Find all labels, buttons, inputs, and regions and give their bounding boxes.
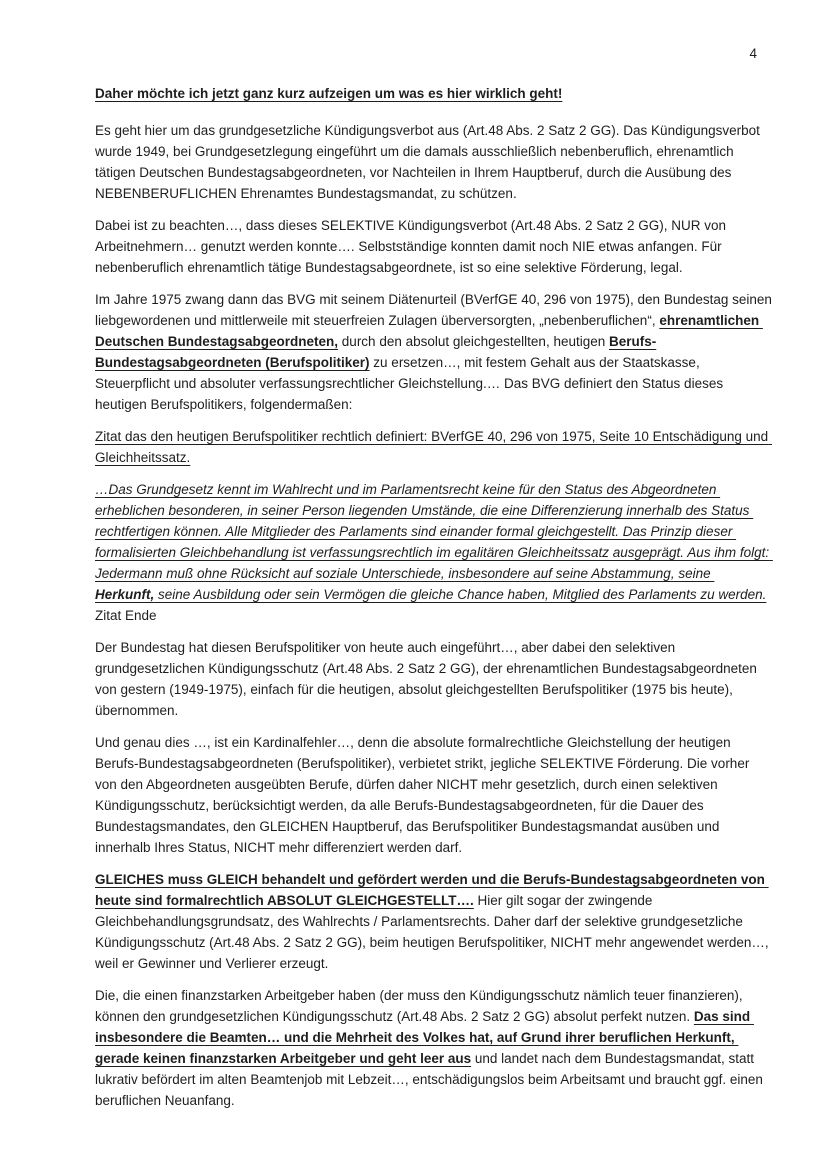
paragraph	[95, 215, 773, 278]
text-run: ehrenamtlichen Deutschen Bundestagsabgeordneten,	[95, 313, 763, 349]
text-run: …Das Grundgesetz kennt im Wahlrecht und im Parlamentsrecht keine für den Status des Abgeordneten erheblichen besonderen, in seiner Person liegenden Umstände, die eine Differenzierung innerhalb des Status rechtfertigen können. Alle Mitglieder des Parlaments sind einander formal gleichgestellt. Das Prinzip dieser formalisierten Gleichbehandlung ist verfassungsrechtlich im egalitären Gleichheitssatz ausgeprägt. Aus ihm folgt: Jedermann muß ohne Rücksicht auf soziale Unterschiede, insbesondere auf seine Abstammung, seine	[95, 482, 773, 581]
text-run: Der Bundestag hat diesen Berufspolitiker von heute auch eingeführt…, aber dabei den selektiven grundgesetzlichen Kündigungsschutz (Art.48 Abs. 2 Satz 2 GG), der ehrenamtlichen Bundestagsabgeordneten von gestern (1949-1975), einfach für die heutigen, absolut gleichgestellten Berufspolitiker (1975 bis heute), übernommen.	[95, 640, 761, 718]
paragraph	[95, 479, 773, 626]
text-run: Das sind insbesondere die Beamten… und die Mehrheit des Volkes hat, auf Grund ihrer beruflichen Herkunft, gerade keinen finanzstarken Arbeitgeber und geht leer aus	[95, 1009, 754, 1066]
text-run: GLEICHES muss GLEICH behandelt und gefördert werden und die Berufs-Bundestagsabgeordneten von heute sind formalrechtlich ABSOLUT GLEICHGESTELLT….	[95, 872, 769, 908]
text-run: durch den absolut gleichgestellten, heutigen	[338, 334, 609, 349]
text-run: und landet nach dem Bundestagsmandat, statt lukrativ befördert im alten Beamtenjob mit Lebzeit…, entschädigungslos beim Arbeitsamt und braucht ggf. einen beruflichen Neuanfang.	[95, 1051, 767, 1108]
text-run: Zitat Ende	[95, 608, 157, 623]
paragraph	[95, 985, 773, 1111]
paragraph	[95, 289, 776, 415]
paragraph	[95, 426, 773, 468]
page-number: 4	[749, 46, 757, 61]
text-run: Hier gilt sogar der zwingende Gleichbehandlungsgrundsatz, des Wahlrechts / Parlamentsrechts. Daher darf der selektive grundgesetzliche Kündigungsschutz (Art.48 Abs. 2 Satz 2 GG), beim heutigen Berufspolitiker, NICHT mehr angewendet werden…, weil er Gewinner und Verlierer erzeugt.	[95, 893, 773, 971]
text-run: Berufs-Bundestagsabgeordneten (Berufspolitiker)	[95, 334, 657, 370]
text-run: Herkunft,	[95, 587, 155, 602]
text-run: zu ersetzen…, mit festem Gehalt aus der Staatskasse, Steuerpflicht und absoluter verfassungsrechtlicher Gleichstellung.… Das BVG definiert den Status dieses heutigen Berufspolitikers, folgendermaßen:	[95, 355, 727, 412]
text-run: Es geht hier um das grundgesetzliche Kündigungsverbot aus (Art.48 Abs. 2 Satz 2 GG). Das Kündigungsverbot wurde 1949, bei Grundgesetzlegung eingeführt um die damals ausschließlich nebenberuflich, ehrenamtlich tätigen Deutschen Bundestagsabgeordneten, vor Nachteilen in Ihrem Hauptberuf, durch die Ausübung des NEBENBERUFLICHEN Ehrenamtes Bundestagsmandat, zu schützen.	[95, 123, 764, 201]
text-run: seine Ausbildung oder sein Vermögen die gleiche Chance haben, Mitglied des Parlaments zu werden.	[154, 587, 767, 602]
paragraph	[95, 120, 773, 204]
text-run: Die, die einen finanzstarken Arbeitgeber haben (der muss den Kündigungsschutz nämlich teuer finanzieren), können den grundgesetzlichen Kündigungsschutz (Art.48 Abs. 2 Satz 2 GG) absolut perfekt nutzen.	[95, 988, 747, 1024]
text-run: Und genau dies …, ist ein Kardinalfehler…, denn die absolute formalrechtliche Gleichstellung der heutigen Berufs-Bundestagsabgeordneten (Berufspolitiker), verbietet strikt, jegliche SELEKTIVE Förderung. Die vorher von den Abgeordneten ausgeübten Berufe, dürfen daher NICHT mehr gesetzlich, durch einen selektiven Kündigungsschutz, berücksichtigt werden, da alle Berufs-Bundestagsabgeordneten, für die Dauer des Bundestagsmandates, den GLEICHEN Hauptberuf, das Berufspolitiker Bundestagsmandat ausüben und innerhalb Ihres Status, NICHT mehr differenziert werden darf.	[95, 735, 754, 855]
paragraph	[95, 732, 773, 858]
document-body	[95, 120, 776, 1111]
text-run: Dabei ist zu beachten…, dass dieses SELEKTIVE Kündigungsverbot (Art.48 Abs. 2 Satz 2 GG), NUR von Arbeitnehmern… genutzt werden konnte…. Selbstständige konnten damit noch NIE etwas anfangen. Für nebenberuflich ehrenamtlich tätige Bundestagsabgeordnete, ist so eine selektive Förderung, legal.	[95, 218, 730, 275]
document-heading: Daher möchte ich jetzt ganz kurz aufzeigen um was es hier wirklich geht!	[95, 86, 563, 101]
text-run: Zitat das den heutigen Berufspolitiker rechtlich definiert: BVerfGE 40, 296 von 1975, Seite 10 Entschädigung und Gleichheitssatz.	[95, 429, 772, 465]
document-content	[95, 83, 776, 1122]
paragraph	[95, 637, 773, 721]
text-run: Im Jahre 1975 zwang dann das BVG mit seinem Diätenurteil (BVerfGE 40, 296 von 1975), den Bundestag seinen liebgewordenen und mittlerweile mit steuerfreien Zulagen überversorgten, „nebenberuflichen“,	[95, 292, 776, 328]
paragraph	[95, 869, 773, 974]
